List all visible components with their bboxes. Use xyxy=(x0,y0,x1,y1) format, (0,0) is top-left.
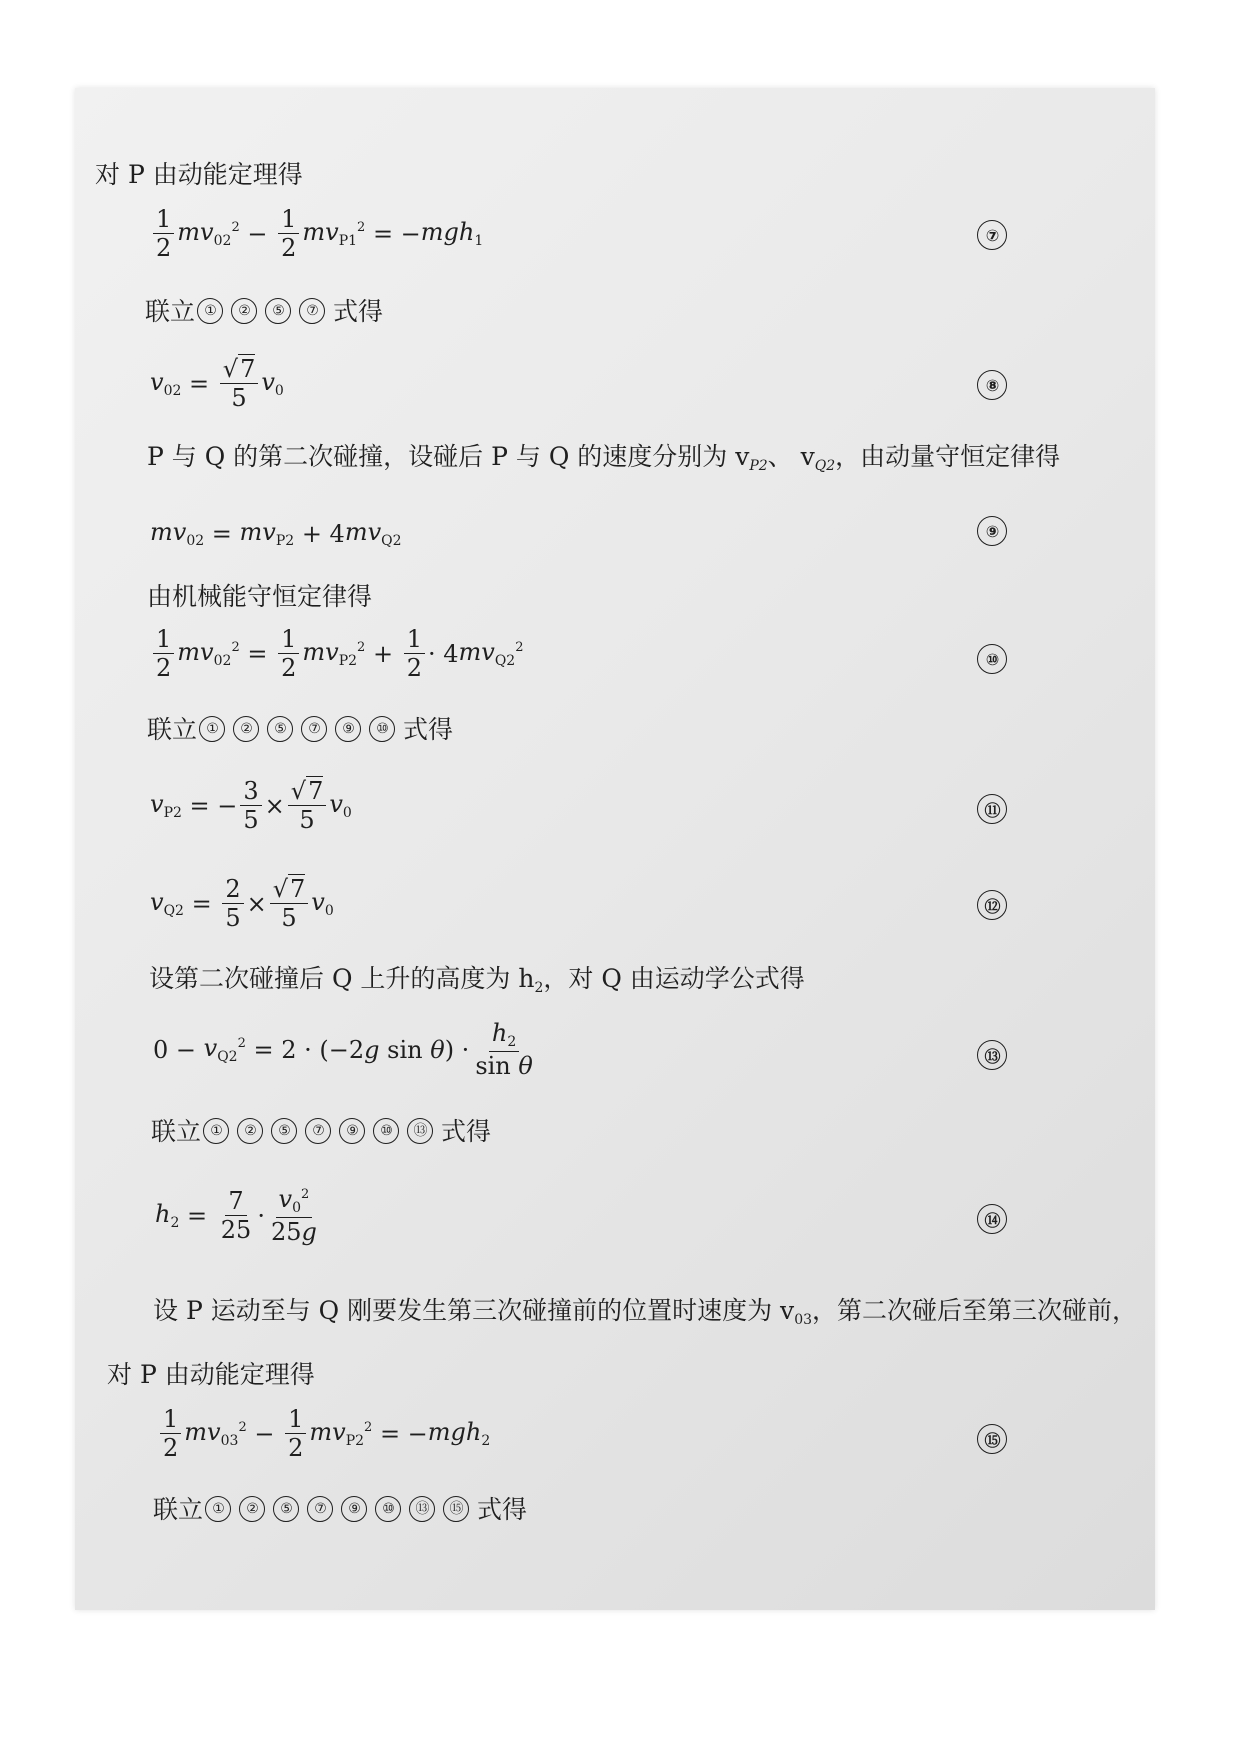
equation-number-13: ⑬ xyxy=(977,1040,1007,1070)
text-line-14: 联立 ① ② ⑤ ⑦ ⑨ ⑩ ⑬ 式得 xyxy=(151,1116,492,1146)
text-line-5: P 与 Q 的第二次碰撞，设碰后 P 与 Q 的速度分别为 $v_{P2}$、 $v_{Q2}$，由动量守恒定律得 xyxy=(147,442,1061,474)
text-line-17: 对 P 由动能定理得 xyxy=(107,1360,315,1389)
equation-14: $h_2$ = $\frac{7}{25}$ · $\frac{v_0^2}{25g}$ xyxy=(155,1185,317,1247)
equation-number-8: ⑧ xyxy=(977,370,1007,400)
equation-8: $v_{02}$ = $\frac{√7}{5}$ $v_0$ xyxy=(150,355,284,413)
equation-13: 0 − $v_{Q2}^2$ = 2 · (−2 g sin θ ) · $\frac{h_2}{\text{sin θ}}$ xyxy=(153,1019,533,1081)
equation-number-14: ⑭ xyxy=(977,1204,1007,1234)
equation-15: $\frac{1}{2}$ $mv_{03}^2$ − $\frac{1}{2}$ $mv_{P2}^2$ = − mgh$_2$ xyxy=(157,1406,490,1462)
equation-number-9: ⑨ xyxy=(977,516,1007,546)
equation-number-15: ⑮ xyxy=(977,1424,1007,1454)
text-line-9: 联立 ① ② ⑤ ⑦ ⑨ ⑩ 式得 xyxy=(147,714,454,744)
text-line-7: 由机械能守恒定律得 xyxy=(147,582,373,611)
equation-7: $\frac{1}{2}$ $mv_{02}^2$ − $\frac{1}{2}$ $mv_{P1}^2$ = − mgh$_1$ xyxy=(150,206,483,262)
equation-number-11: ⑪ xyxy=(977,794,1007,824)
text-line-1: 对 P 由动能定理得 xyxy=(95,160,303,189)
text-line-3: 联立 ① ② ⑤ ⑦ 式得 xyxy=(145,296,384,326)
equation-12: $v_{Q2}$ = $\frac{2}{5}$ × $\frac{√7}{5}$ $v_0$ xyxy=(150,875,334,933)
document-page xyxy=(75,88,1155,1610)
equation-number-10: ⑩ xyxy=(977,644,1007,674)
text-line-19: 联立 ① ② ⑤ ⑦ ⑨ ⑩ ⑬ ⑮ 式得 xyxy=(153,1494,528,1524)
equation-number-7: ⑦ xyxy=(977,220,1007,250)
equation-number-12: ⑫ xyxy=(977,890,1007,920)
equation-10: $\frac{1}{2}$ $mv_{02}^2$ = $\frac{1}{2}$ $mv_{P2}^2$ + $\frac{1}{2}$ · 4 $mv_{Q2}^2$ xyxy=(150,626,524,682)
text-line-16: 设 P 运动至与 Q 刚要发生第三次碰撞前的位置时速度为 $v_{03}$，第二次碰后至第三次碰前， xyxy=(153,1296,1138,1328)
text-line-12: 设第二次碰撞后 Q 上升的高度为 $h_2$，对 Q 由运动学公式得 xyxy=(149,964,805,996)
equation-11: $v_{P2}$ = − $\frac{3}{5}$ × $\frac{√7}{5}$ $v_0$ xyxy=(150,777,352,835)
equation-9: $mv_{02}$ = $mv_{P2}$ + 4 $mv_{Q2}$ xyxy=(150,518,402,549)
